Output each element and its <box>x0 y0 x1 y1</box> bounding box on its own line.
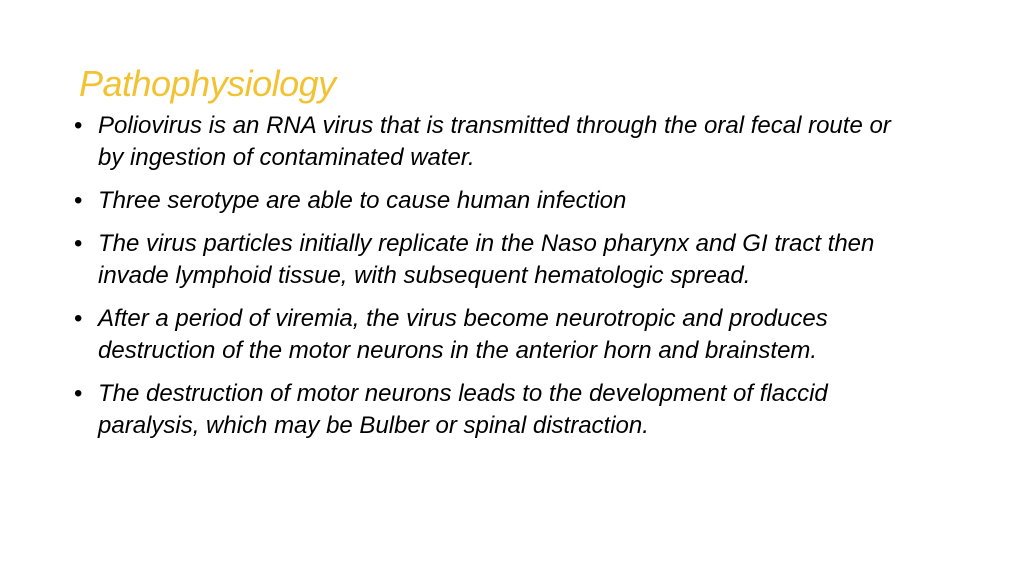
bullet-point-icon: • <box>74 305 83 332</box>
bullet-text: Three serotype are able to cause human infection <box>98 187 627 214</box>
bullet-item <box>74 185 894 217</box>
bullet-list <box>74 110 894 453</box>
bullet-item <box>74 378 894 442</box>
bullet-text: The virus particles initially replicate in the Naso pharynx and GI tract then invade lymphoid tissue, with subsequent hematologic spread. <box>98 230 875 289</box>
bullet-text: The destruction of motor neurons leads to the development of flaccid paralysis, which may be Bulber or spinal distraction. <box>98 380 828 439</box>
bullet-point-icon: • <box>74 187 83 214</box>
bullet-item <box>74 228 894 292</box>
bullet-item <box>74 110 894 174</box>
bullet-point-icon: • <box>74 380 83 407</box>
bullet-point-icon: • <box>74 112 83 139</box>
bullet-text: After a period of viremia, the virus become neurotropic and produces destruction of the motor neurons in the anterior horn and brainstem. <box>98 305 828 364</box>
slide-title: Pathophysiology <box>79 63 336 104</box>
bullet-point-icon: • <box>74 230 83 257</box>
bullet-item <box>74 303 894 367</box>
bullet-text: Poliovirus is an RNA virus that is transmitted through the oral fecal route or by ingestion of contaminated water. <box>98 112 891 171</box>
